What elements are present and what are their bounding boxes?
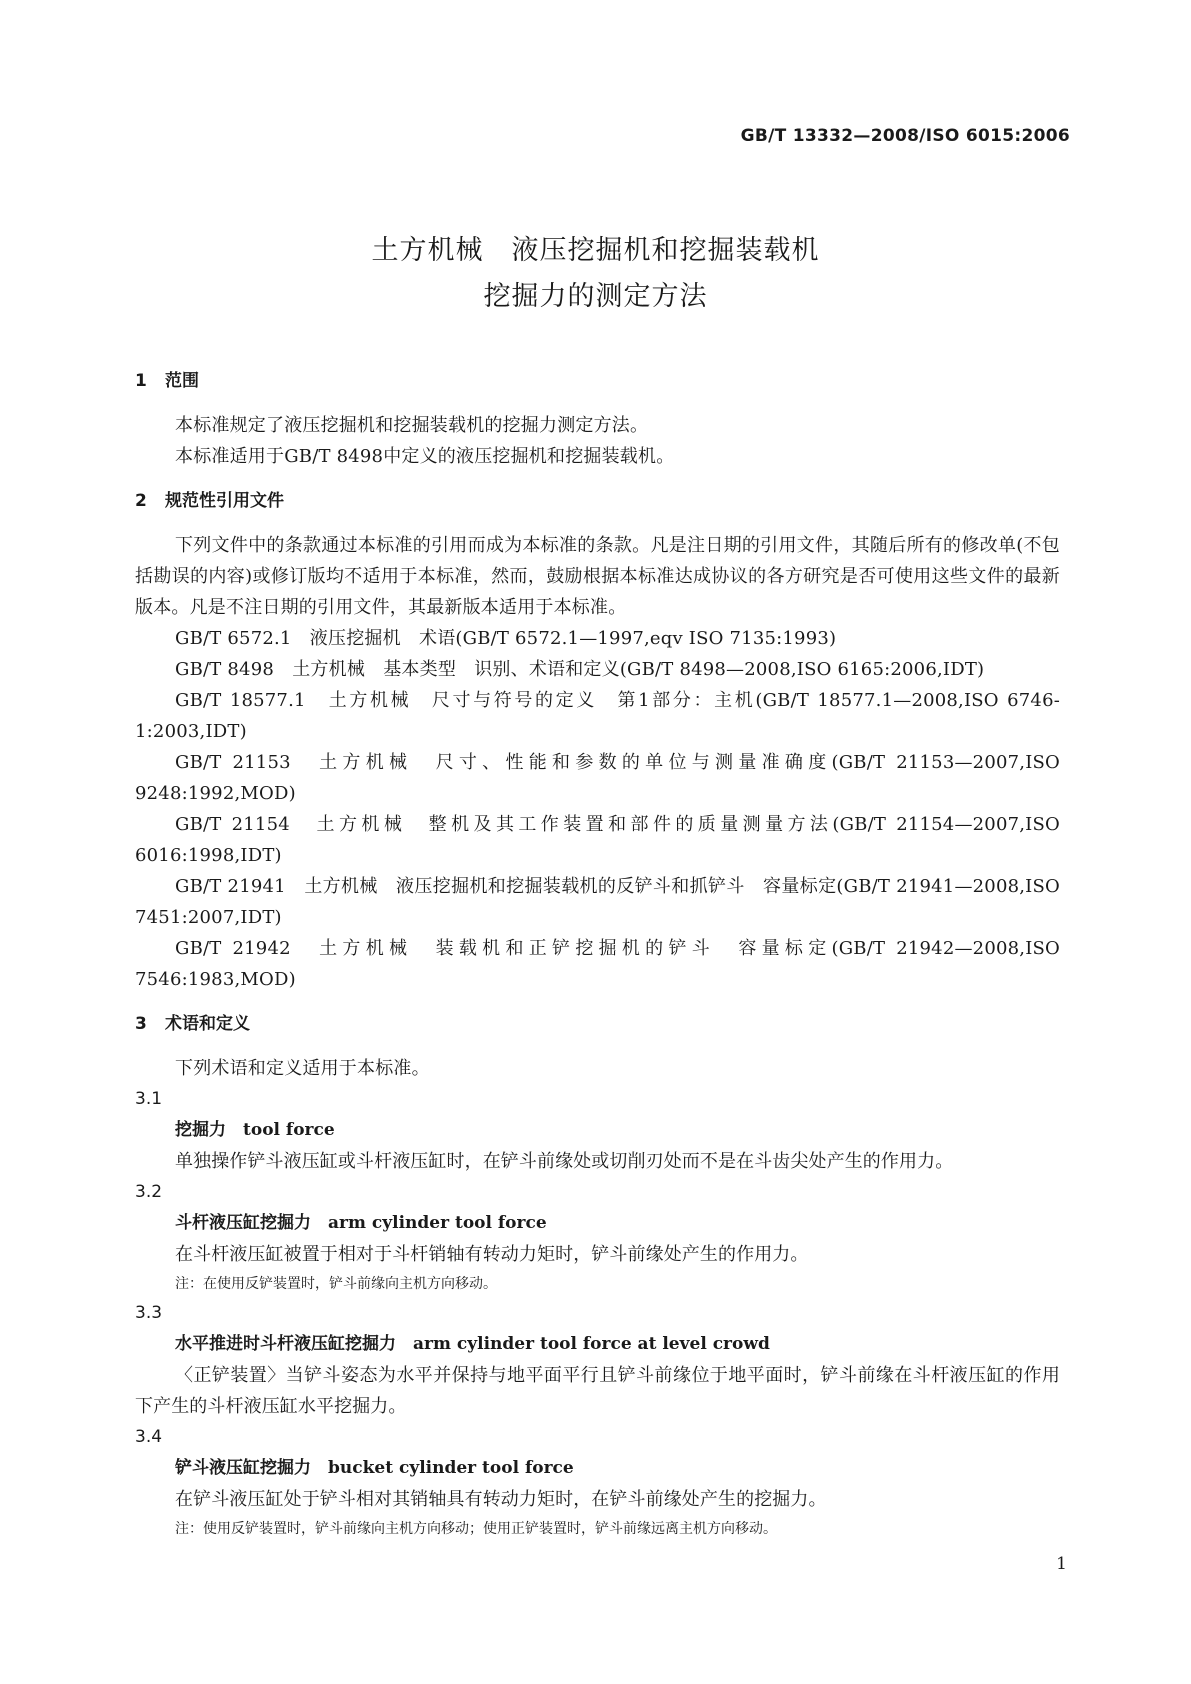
- reference-item: [135, 654, 1060, 685]
- reference-item: [135, 685, 1060, 747]
- section-title: 规范性引用文件: [165, 491, 284, 511]
- term-number: 3.4: [135, 1427, 163, 1447]
- reference-name: 土方机械 基本类型 识别、术语和定义(GB/T 8498—2008,ISO 6165:2006,IDT): [292, 659, 985, 680]
- reference-code: GB/T 21942: [175, 938, 291, 959]
- term-number: 3.3: [135, 1303, 163, 1323]
- term-entry: [135, 1329, 1060, 1360]
- reference-name: 土方机械 尺寸与符号的定义 第1部分：主机(GB/T 18577.1—2008,ISO 6746-1:2003,IDT): [135, 690, 1061, 742]
- term-chinese: 铲斗液压缸挖掘力: [175, 1458, 311, 1478]
- section-heading-terms-definitions: [135, 1007, 1060, 1041]
- term-entry: [135, 1453, 1060, 1484]
- term-note: 注：使用反铲装置时，铲斗前缘向主机方向移动；使用正铲装置时，铲斗前缘远离主机方向移动。: [175, 1521, 777, 1537]
- title-line-2: 挖掘力的测定方法: [483, 281, 708, 312]
- term-definition: 〈正铲装置〉当铲斗姿态为水平并保持与地平面平行且铲斗前缘位于地平面时，铲斗前缘在斗杆液压缸的作用下产生的斗杆液压缸水平挖掘力。: [135, 1365, 1060, 1417]
- section-number: 2: [135, 491, 147, 511]
- reference-name: 土方机械 尺寸、性能和参数的单位与测量准确度(GB/T 21153—2007,ISO 9248:1992,MOD): [135, 752, 1066, 804]
- standard-code: GB/T 13332—2008/ISO 6015:2006: [740, 126, 1070, 146]
- document-title: [0, 228, 1191, 320]
- title-line-1: 土方机械 液压挖掘机和挖掘装载机: [371, 235, 820, 266]
- section-heading-scope: [135, 364, 1060, 398]
- term-definition: 单独操作铲斗液压缸或斗杆液压缸时，在铲斗前缘处或切削刃处而不是在斗齿尖处产生的作用力。: [175, 1151, 954, 1172]
- term-number: 3.1: [135, 1089, 163, 1109]
- reference-code: GB/T 21153: [175, 752, 291, 773]
- term-english: tool force: [243, 1120, 335, 1140]
- reference-code: GB/T 18577.1: [175, 690, 306, 711]
- term-english: bucket cylinder tool force: [328, 1458, 574, 1478]
- reference-code: GB/T 6572.1: [175, 628, 292, 649]
- reference-code: GB/T 21154: [175, 814, 290, 835]
- reference-item: [135, 871, 1066, 933]
- reference-item: [135, 933, 1066, 995]
- term-chinese: 斗杆液压缸挖掘力: [175, 1213, 311, 1233]
- term-number: 3.2: [135, 1182, 163, 1202]
- term-entry: [135, 1115, 1060, 1146]
- reference-code: GB/T 8498: [175, 659, 275, 680]
- term-chinese: 挖掘力: [175, 1120, 226, 1140]
- section-title: 范围: [165, 371, 199, 391]
- term-note: 注：在使用反铲装置时，铲斗前缘向主机方向移动。: [175, 1276, 497, 1292]
- term-chinese: 水平推进时斗杆液压缸挖掘力: [175, 1334, 396, 1354]
- section-title: 术语和定义: [165, 1014, 250, 1034]
- paragraph: 下列文件中的条款通过本标准的引用而成为本标准的条款。凡是注日期的引用文件，其随后所有的修改单(不包括勘误的内容)或修订版均不适用于本标准，然而，鼓励根据本标准达成协议的各方研究是否可使用这些文件的最新版本。凡是不注日期的引用文件，其最新版本适用于本标准。: [135, 535, 1060, 618]
- term-english: arm cylinder tool force: [328, 1213, 547, 1233]
- reference-item: [135, 809, 1066, 871]
- paragraph: 本标准规定了液压挖掘机和挖掘装载机的挖掘力测定方法。: [175, 415, 649, 436]
- term-definition: 在斗杆液压缸被置于相对于斗杆销轴有转动力矩时，铲斗前缘处产生的作用力。: [175, 1244, 809, 1265]
- document-body: [135, 364, 1066, 1543]
- reference-name: 液压挖掘机 术语(GB/T 6572.1—1997,eqv ISO 7135:1993): [309, 628, 837, 649]
- section-number: 1: [135, 371, 147, 391]
- term-english: arm cylinder tool force at level crowd: [413, 1334, 770, 1354]
- reference-item: [135, 747, 1066, 809]
- term-entry: [135, 1208, 1060, 1239]
- paragraph: 本标准适用于GB/T 8498中定义的液压挖掘机和挖掘装载机。: [175, 446, 675, 467]
- term-definition: 在铲斗液压缸处于铲斗相对其销轴具有转动力矩时，在铲斗前缘处产生的挖掘力。: [175, 1489, 827, 1510]
- reference-name: 土方机械 整机及其工作装置和部件的质量测量方法(GB/T 21154—2007,ISO 6016:1998,IDT): [135, 814, 1066, 866]
- paragraph: 下列术语和定义适用于本标准。: [175, 1058, 430, 1079]
- section-number: 3: [135, 1014, 147, 1034]
- reference-item: [135, 623, 1060, 654]
- reference-name: 土方机械 装载机和正铲挖掘机的铲斗 容量标定(GB/T 21942—2008,ISO 7546:1983,MOD): [135, 938, 1066, 990]
- reference-name: 土方机械 液压挖掘机和挖掘装载机的反铲斗和抓铲斗 容量标定(GB/T 21941—2008,ISO 7451:2007,IDT): [135, 876, 1066, 928]
- page-number: 1: [1056, 1554, 1067, 1574]
- reference-code: GB/T 21941: [175, 876, 286, 897]
- section-heading-normative-references: [135, 484, 1060, 518]
